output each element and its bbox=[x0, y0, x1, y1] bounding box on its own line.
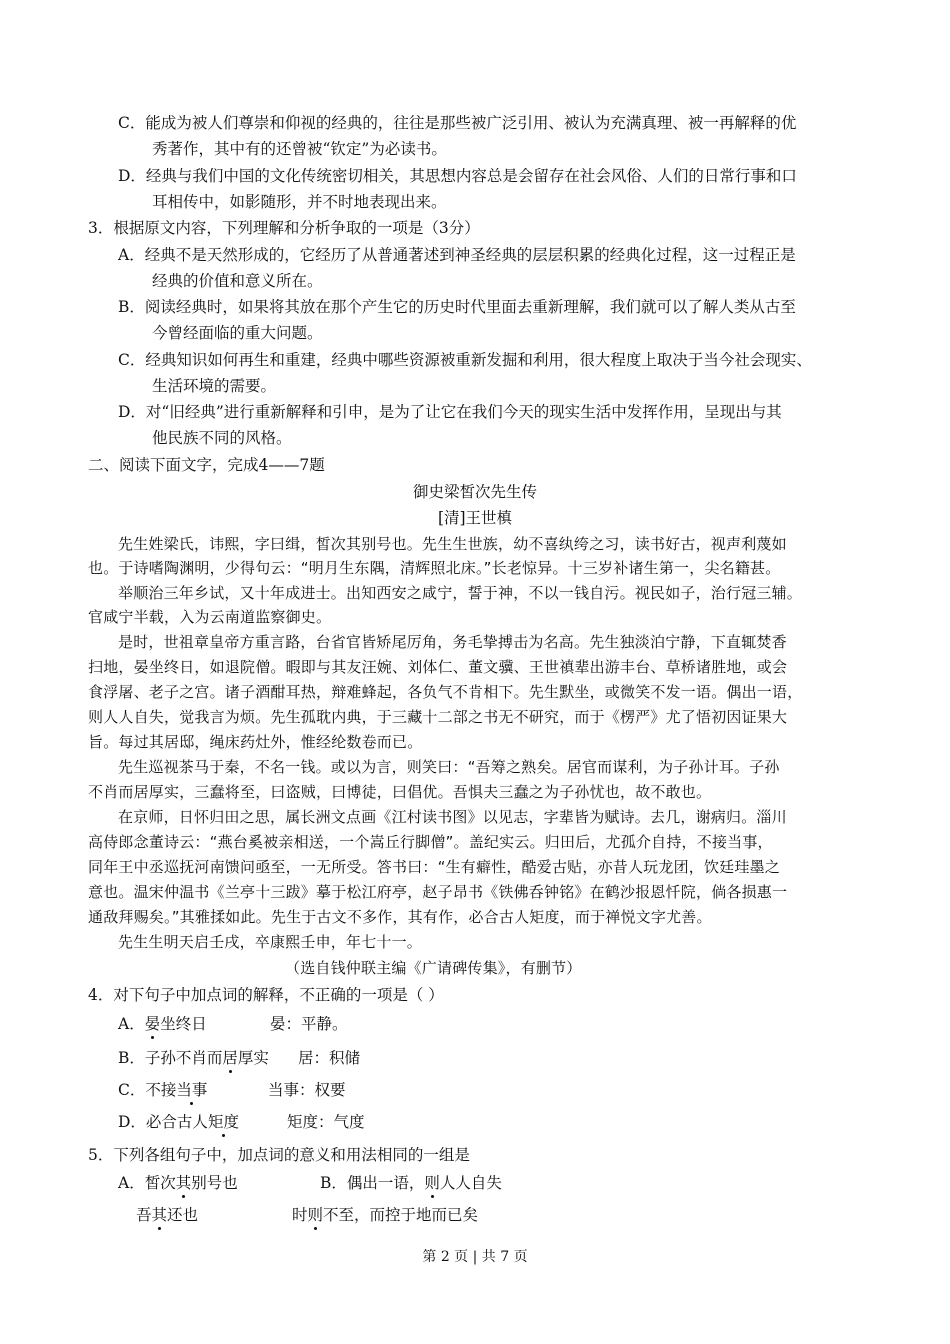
section-heading: 二、阅读下面文字，完成4——7题 bbox=[88, 456, 325, 474]
q3-option-b-line1: B．阅读经典时，如果将其放在那个产生它的历史时代里面去重新理解，我们就可以了解人类从古至 bbox=[118, 298, 796, 316]
passage-p3-line3: 食浮屠、老子之宫。诸子酒酣耳热，辩难蜂起，各负气不肯相下。先生默坐，或微笑不发一语。偶出一语， bbox=[88, 683, 803, 701]
passage-p4-line2: 不肖而居厚实，三蠢将至，曰盗贼，曰博徒，曰倡优。吾惧夫三蠢之为子孙忧也，故不敢也。 bbox=[88, 783, 712, 801]
q5-option-a-second: 吾其还也 bbox=[136, 1206, 199, 1224]
page-footer: 第 2 页 | 共 7 页 bbox=[422, 1249, 528, 1265]
dotted-word: 居 bbox=[222, 1049, 238, 1067]
dotted-word: 其 bbox=[151, 1206, 168, 1224]
q3-option-b-line2: 今曾经面临的重大问题。 bbox=[152, 324, 323, 342]
dotted-word: 当事 bbox=[176, 1081, 208, 1099]
q4-option-c: C．不接当事 bbox=[118, 1081, 208, 1099]
q3-option-d-line1: D．对“旧经典”进行重新解释和引申，是为了让它在我们今天的现实生活中发挥作用，呈现出与其 bbox=[118, 403, 782, 421]
passage-title: 御史梁皙次先生传 bbox=[412, 483, 537, 501]
passage-p3-line1: 是时，世祖章皇帝方重言路，台省官皆矫尾厉角，务毛挚搏击为名高。先生独淡泊宁静，下直辄焚香 bbox=[118, 633, 787, 651]
q2-option-d-line1: D．经典与我们中国的文化传统密切相关，其思想内容总是会留存在社会风俗、人们的日常行事和口 bbox=[118, 167, 797, 185]
q5-option-b-second: 时则不至，而控于地而已矣 bbox=[292, 1206, 479, 1224]
dotted-word: 晏 bbox=[144, 1015, 161, 1033]
q3-option-a-line2: 经典的价值和意义所在。 bbox=[152, 272, 323, 290]
passage-p5-line5: 通敌拜赐矣。”其雅揉如此。先生于古文不多作，其有作，必合古人矩度，而于禅悦文字尤善。 bbox=[88, 908, 712, 926]
dotted-word: 则 bbox=[307, 1206, 324, 1224]
passage-p3-line5: 旨。每过其居邸，绳床药灶外，惟经纶数卷而已。 bbox=[88, 733, 423, 751]
q4-option-c-explanation: 当事：权要 bbox=[268, 1081, 346, 1099]
passage-p5-line3: 同年王中丞巡抚河南馈问亟至，一无所受。答书曰：“生有癖性，酷爱古贴，亦昔人玩龙团，饮廷珪墨之 bbox=[88, 858, 780, 876]
q3-stem: 3．根据原文内容，下列理解和分析争取的一项是（3分） bbox=[88, 219, 480, 237]
q2-option-c-line1: C．能成为被人们尊崇和仰视的经典的，往往是那些被广泛引用、被认为充满真理、被一再解释的优 bbox=[118, 114, 797, 132]
q3-option-a-line1: A．经典不是天然形成的，它经历了从普通著述到神圣经典的层层积累的经典化过程，这一过程正是 bbox=[118, 246, 796, 264]
q4-option-d: D．必合古人矩度 bbox=[118, 1113, 239, 1131]
q2-option-d-line2: 耳相传中，如影随形，并不时地表现出来。 bbox=[152, 193, 447, 211]
q4-option-b: B．子孙不肖而居厚实 bbox=[118, 1049, 269, 1067]
q4-option-d-explanation: 矩度：气度 bbox=[287, 1113, 365, 1131]
passage-p3-line4: 则人人自失，觉我言为烦。先生孤耽内典，于三藏十二部之书无不研究，而于《楞严》尤了悟初因证果大 bbox=[88, 708, 788, 726]
dotted-word: 则 bbox=[424, 1174, 440, 1192]
q3-option-d-line2: 他民族不同的风格。 bbox=[152, 429, 292, 447]
q2-option-c-line2: 秀著作，其中有的还曾被“钦定”为必读书。 bbox=[152, 140, 447, 158]
dotted-word: 矩度 bbox=[207, 1113, 239, 1131]
passage-p3-line2: 扫地，晏坐终日，如退院僧。暇即与其友汪婉、刘体仁、董文骥、王世禛辈出游丰台、草桥诸胜地，或会 bbox=[88, 658, 788, 676]
q5-stem: 5．下列各组句子中，加点词的意义和用法相同的一组是 bbox=[88, 1146, 470, 1164]
q3-option-c-line1: C．经典知识如何再生和重建，经典中哪些资源被重新发掘和利用，很大程度上取决于当今社会现实、 bbox=[118, 351, 812, 369]
passage-p5-line1: 在京师，日怀归田之思，属长洲文点画《江村读书图》以见志，字辈皆为赋诗。去几，谢病归。淄川 bbox=[118, 808, 787, 826]
passage-source: （选自钱仲联主编《广请碑传集》，有删节） bbox=[285, 959, 582, 977]
passage-p5-line2: 高侍郎念董诗云：“燕台奚被亲相送，一个嵩丘行脚僧”。盖纪实云。归田后，尤孤介自持，不接当事， bbox=[88, 833, 773, 851]
dotted-word: 其 bbox=[175, 1174, 192, 1192]
passage-p5-line4: 意也。温宋仲温书《兰亭十三跋》摹于松江府亭，赵子昂书《铁佛呑钟铭》在鹤沙报恩忏院，倘各损惠一 bbox=[88, 883, 788, 901]
q5-option-b: B．偶出一语，则人人自失 bbox=[320, 1174, 502, 1192]
passage-p1-line2: 也。于诗嗜陶渊明，少得句云：“明月生东隅，清辉照北床。”长老惊异。十三岁补诸生第一，尖名籍甚。 bbox=[88, 559, 781, 577]
passage-p2-line2: 官咸宁半载，入为云南道监察御史。 bbox=[88, 608, 332, 626]
passage-p6: 先生生明天启壬戌，卒康熙壬申，年七十一。 bbox=[118, 933, 423, 951]
passage-author: [清]王世槙 bbox=[437, 509, 513, 527]
q4-stem: 4．对下句子中加点词的解释，不正确的一项是（ ） bbox=[88, 986, 444, 1004]
q4-option-b-explanation: 居：积储 bbox=[298, 1049, 361, 1067]
q5-option-a: A．皙次其别号也 bbox=[118, 1174, 238, 1192]
passage-p4-line1: 先生巡视茶马于秦，不名一钱。或以为言，则笑曰：“吾筹之熟矣。居官而谋利，为子孙计耳。子孙 bbox=[118, 758, 780, 776]
passage-p2-line1: 举顺治三年乡试，又十年成进士。出知西安之咸宁，誓于神，不以一钱自污。视民如子，治行冠三辅。 bbox=[118, 584, 803, 602]
passage-p1-line1: 先生姓梁氏，讳熙，字曰缉，皙次其别号也。先生生世族，幼不喜纨绔之习，读书好古，视声利蔑如 bbox=[118, 535, 787, 553]
q4-option-a-explanation: 晏：平静。 bbox=[270, 1015, 348, 1033]
q4-option-a: A．晏坐终日 bbox=[118, 1015, 207, 1033]
q3-option-c-line2: 生活环境的需要。 bbox=[152, 377, 277, 395]
